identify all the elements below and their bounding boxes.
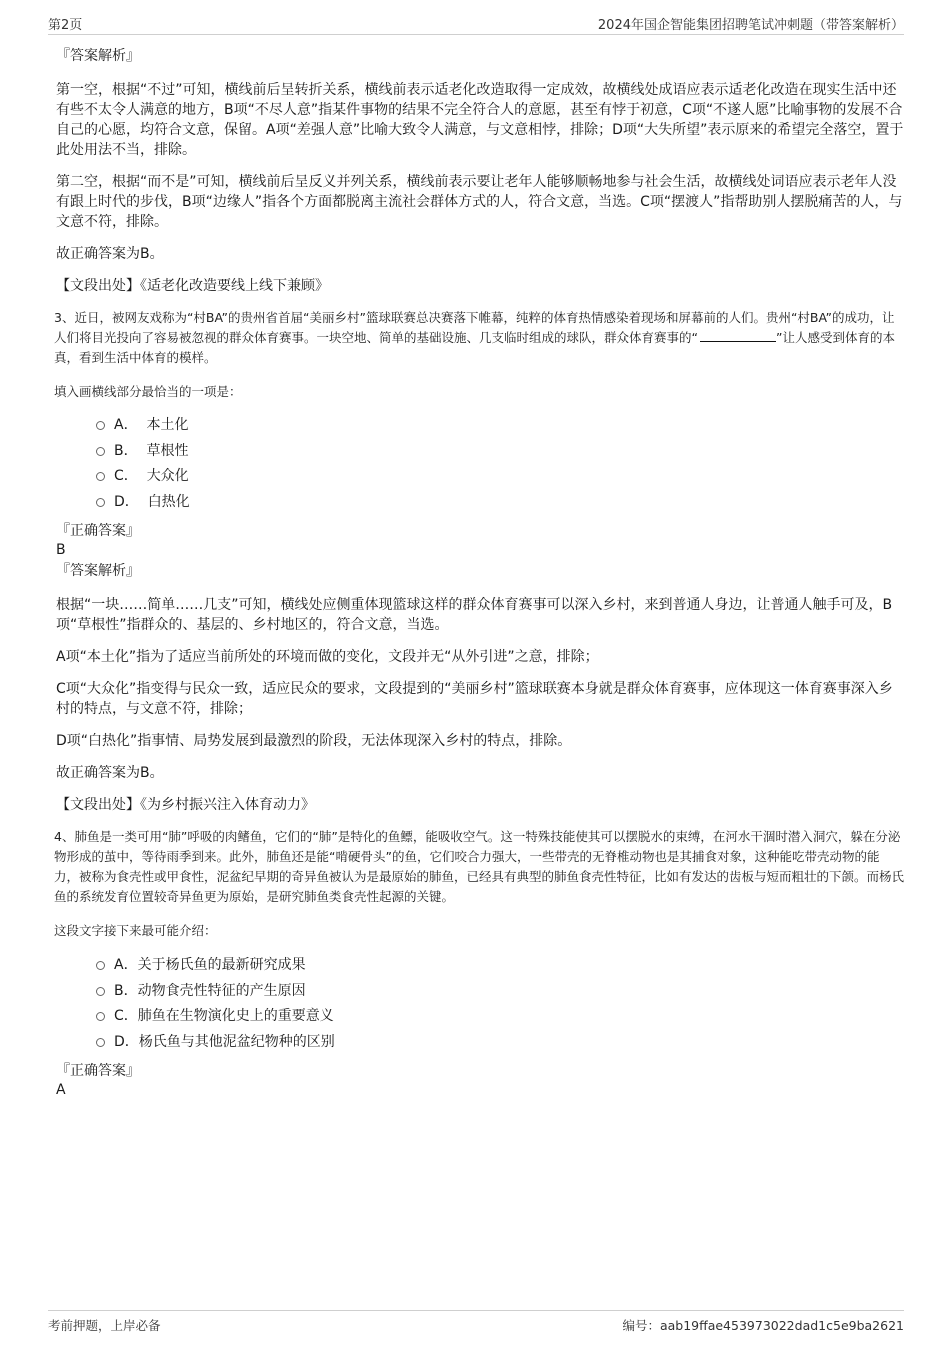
footer-slogan: 考前押题，上岸必备 — [48, 1318, 161, 1333]
question-3-options — [56, 413, 904, 515]
option-a[interactable]: A． 本土化 — [56, 413, 904, 439]
page-number: 第2页 — [48, 18, 83, 33]
page-header — [48, 14, 904, 35]
question-3-text: 3、近日，被网友戏称为“村BA”的贵州省首届“美丽乡村”篮球联赛总决赛落下帷幕，纯粹的体育热情感染着现场和屏幕前的人们。贵州“村BA”的成功，让人们将目光投向了容易被忽视的群众体育赛事。一块空地、简单的基础设施、几支临时组成的球队，群众体育赛事的“ ”让人感受到体育的本真，看到生活中体育的模样。 — [54, 310, 895, 365]
question-4-text: 4、肺鱼是一类可用“肺”呼吸的肉鳍鱼，它们的“肺”是特化的鱼鳔，能吸收空气。这一特殊技能使其可以摆脱水的束缚，在河水干涸时潜入洞穴，躲在分泌物形成的茧中，等待雨季到来。此外，肺鱼还是能“啃硬骨头”的鱼，它们咬合力强大，一些带壳的无脊椎动物也是其捕食对象，这种能吃带壳动物的能力，被称为食壳性或甲食性，泥盆纪早期的奇异鱼被认为是最原始的肺鱼，已经具有典型的肺鱼食壳性特征，比如有发达的齿板与短而粗壮的下颌。而杨氏鱼的系统发育位置较奇异鱼更为原始，是研究肺鱼类食壳性起源的关键。 — [54, 829, 905, 904]
correct-answer-label: 『正确答案』 — [56, 523, 140, 539]
analysis-paragraph: 根据“一块……简单……几支”可知，横线处应侧重体现篮球这样的群众体育赛事可以深入乡村，来到普通人身边，让普通人触手可及，B项“草根性”指群众的、基层的、乡村地区的，符合文意，当选。 — [56, 597, 893, 633]
option-c[interactable]: C．肺鱼在生物演化史上的重要意义 — [56, 1004, 904, 1030]
correct-answer: A — [56, 1082, 66, 1098]
question-4-options — [56, 953, 904, 1055]
analysis-paragraph: A项“本土化”指为了适应当前所处的环境而做的变化，文段并无“从外引进”之意，排除； — [56, 649, 599, 665]
option-b[interactable]: B． 草根性 — [56, 439, 904, 465]
analysis-label: 『答案解析』 — [56, 48, 140, 64]
radio-icon[interactable] — [96, 987, 105, 996]
source-citation: 【文段出处】《适老化改造要线上线下兼顾》 — [56, 278, 329, 294]
question-4-prompt: 这段文字接下来最可能介绍： — [54, 923, 217, 938]
document-title: 2024年国企智能集团招聘笔试冲刺题（带答案解析） — [597, 18, 904, 33]
option-d[interactable]: D． 白热化 — [56, 490, 904, 516]
option-a[interactable]: A．关于杨氏鱼的最新研究成果 — [56, 953, 904, 979]
fill-blank — [700, 329, 776, 342]
document-body — [56, 46, 904, 1099]
radio-icon[interactable] — [96, 421, 105, 430]
page-footer — [48, 1310, 904, 1335]
analysis-paragraph: 第二空，根据“而不是”可知，横线前后呈反义并列关系，横线前表示要让老年人能够顺畅地参与社会生活，故横线处词语应表示老年人没有跟上时代的步伐，B项“边缘人”指各个方面都脱离主流社会群体方式的人，符合文意，当选。C项“摆渡人”指帮助别人摆脱痛苦的人，与文意不符，排除。 — [56, 174, 903, 230]
source-citation: 【文段出处】《为乡村振兴注入体育动力》 — [56, 797, 315, 813]
analysis-label: 『答案解析』 — [56, 563, 140, 579]
radio-icon[interactable] — [96, 472, 105, 481]
document-serial: 编号：aab19ffae453973022dad1c5e9ba2621 — [622, 1318, 904, 1333]
option-c[interactable]: C． 大众化 — [56, 464, 904, 490]
correct-answer: B — [56, 542, 66, 558]
analysis-paragraph: D项“白热化”指事情、局势发展到最激烈的阶段，无法体现深入乡村的特点，排除。 — [56, 733, 572, 749]
correct-answer-label: 『正确答案』 — [56, 1063, 140, 1079]
radio-icon[interactable] — [96, 961, 105, 970]
radio-icon[interactable] — [96, 1038, 105, 1047]
answer-conclusion: 故正确答案为B。 — [56, 246, 164, 262]
option-d[interactable]: D．杨氏鱼与其他泥盆纪物种的区别 — [56, 1030, 904, 1056]
radio-icon[interactable] — [96, 1012, 105, 1021]
question-3-prompt: 填入画横线部分最恰当的一项是： — [54, 384, 242, 399]
radio-icon[interactable] — [96, 498, 105, 507]
answer-conclusion: 故正确答案为B。 — [56, 765, 164, 781]
radio-icon[interactable] — [96, 447, 105, 456]
option-b[interactable]: B．动物食壳性特征的产生原因 — [56, 979, 904, 1005]
analysis-paragraph: 第一空，根据“不过”可知，横线前后呈转折关系，横线前表示适老化改造取得一定成效，故横线处成语应表示适老化改造在现实生活中还有些不太令人满意的地方，B项“不尽人意”指某件事物的结果不完全符合人的意愿，甚至有悖于初意，C项“不遂人愿”比喻事物的发展不合自己的心愿，均符合文意，保留。A项“差强人意”比喻大致令人满意，与文意相悖，排除；D项“大失所望”表示原来的希望完全落空，置于此处用法不当，排除。 — [56, 82, 904, 158]
analysis-paragraph: C项“大众化”指变得与民众一致，适应民众的要求，文段提到的“美丽乡村”篮球联赛本身就是群众体育赛事，应体现这一体育赛事深入乡村的特点，与文意不符，排除； — [56, 681, 893, 717]
